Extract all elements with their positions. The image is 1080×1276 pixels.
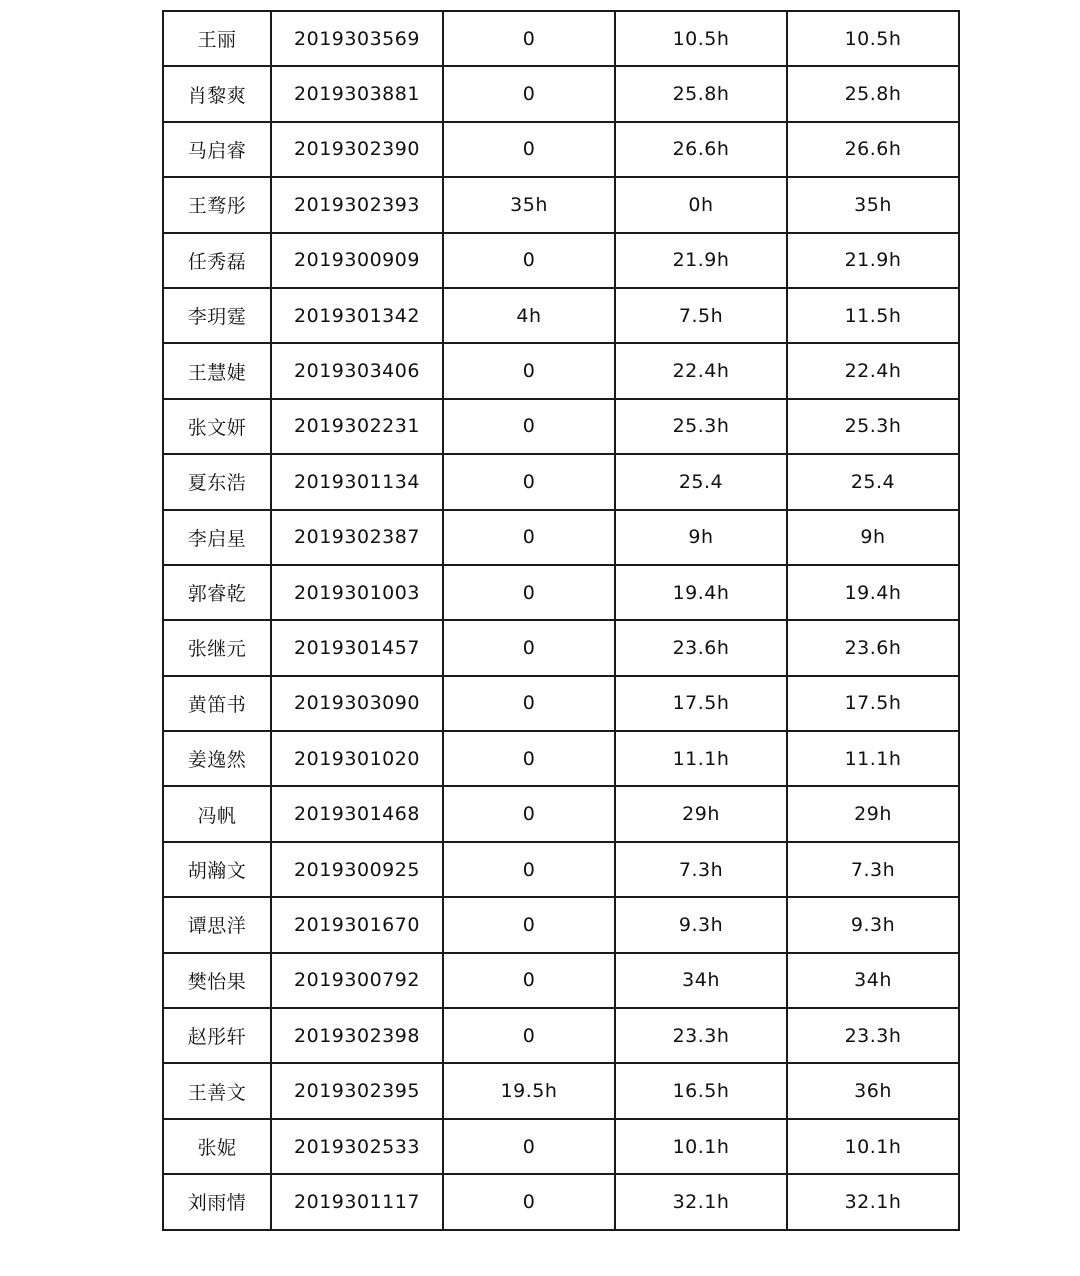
- hours-col-b-cell: 34h: [615, 953, 787, 1008]
- table-row: [163, 953, 959, 1008]
- student-name-cell: 冯帆: [163, 786, 271, 841]
- table-row: [163, 731, 959, 786]
- table-row: [163, 233, 959, 288]
- student-name-cell: 任秀磊: [163, 233, 271, 288]
- student-id-cell: 2019303090: [271, 676, 443, 731]
- student-name-cell: 黄笛书: [163, 676, 271, 731]
- total-hours-cell: 36h: [787, 1063, 959, 1118]
- total-hours-cell: 25.8h: [787, 66, 959, 121]
- hours-col-a-cell: 0: [443, 11, 615, 66]
- hours-col-b-cell: 16.5h: [615, 1063, 787, 1118]
- student-id-cell: 2019302390: [271, 122, 443, 177]
- table-row: [163, 676, 959, 731]
- table-row: [163, 343, 959, 398]
- student-id-cell: 2019301117: [271, 1174, 443, 1229]
- student-id-cell: 2019301003: [271, 565, 443, 620]
- student-name-cell: 姜逸然: [163, 731, 271, 786]
- hours-col-b-cell: 23.3h: [615, 1008, 787, 1063]
- hours-col-b-cell: 25.3h: [615, 399, 787, 454]
- student-name-cell: 郭睿乾: [163, 565, 271, 620]
- hours-col-a-cell: 0: [443, 565, 615, 620]
- total-hours-cell: 9h: [787, 510, 959, 565]
- total-hours-cell: 7.3h: [787, 842, 959, 897]
- hours-col-a-cell: 0: [443, 66, 615, 121]
- table-row: [163, 565, 959, 620]
- hours-col-b-cell: 29h: [615, 786, 787, 841]
- student-id-cell: 2019300792: [271, 953, 443, 1008]
- table-row: [163, 620, 959, 675]
- table-row: [163, 1119, 959, 1174]
- total-hours-cell: 23.3h: [787, 1008, 959, 1063]
- hours-col-a-cell: 0: [443, 786, 615, 841]
- hours-table: [162, 10, 960, 1231]
- table-row: [163, 1174, 959, 1229]
- hours-col-a-cell: 0: [443, 399, 615, 454]
- student-name-cell: 王骛彤: [163, 177, 271, 232]
- table-row: [163, 842, 959, 897]
- total-hours-cell: 22.4h: [787, 343, 959, 398]
- hours-col-a-cell: 0: [443, 233, 615, 288]
- table-row: [163, 454, 959, 509]
- hours-col-b-cell: 19.4h: [615, 565, 787, 620]
- table-row: [163, 288, 959, 343]
- student-id-cell: 2019301020: [271, 731, 443, 786]
- total-hours-cell: 17.5h: [787, 676, 959, 731]
- hours-col-a-cell: 0: [443, 1119, 615, 1174]
- student-name-cell: 樊怡果: [163, 953, 271, 1008]
- hours-col-a-cell: 0: [443, 731, 615, 786]
- total-hours-cell: 29h: [787, 786, 959, 841]
- hours-col-a-cell: 35h: [443, 177, 615, 232]
- total-hours-cell: 25.4: [787, 454, 959, 509]
- student-id-cell: 2019300925: [271, 842, 443, 897]
- hours-col-a-cell: 0: [443, 1174, 615, 1229]
- table-row: [163, 786, 959, 841]
- student-name-cell: 夏东浩: [163, 454, 271, 509]
- total-hours-cell: 23.6h: [787, 620, 959, 675]
- hours-col-a-cell: 0: [443, 343, 615, 398]
- hours-col-b-cell: 9.3h: [615, 897, 787, 952]
- student-id-cell: 2019301342: [271, 288, 443, 343]
- hours-col-b-cell: 25.4: [615, 454, 787, 509]
- total-hours-cell: 34h: [787, 953, 959, 1008]
- hours-col-a-cell: 4h: [443, 288, 615, 343]
- table-row: [163, 510, 959, 565]
- hours-col-a-cell: 0: [443, 510, 615, 565]
- total-hours-cell: 26.6h: [787, 122, 959, 177]
- student-id-cell: 2019302398: [271, 1008, 443, 1063]
- hours-col-a-cell: 0: [443, 454, 615, 509]
- student-id-cell: 2019300909: [271, 233, 443, 288]
- student-id-cell: 2019301457: [271, 620, 443, 675]
- hours-col-a-cell: 0: [443, 897, 615, 952]
- student-name-cell: 胡瀚文: [163, 842, 271, 897]
- student-id-cell: 2019302393: [271, 177, 443, 232]
- student-id-cell: 2019301134: [271, 454, 443, 509]
- hours-col-b-cell: 23.6h: [615, 620, 787, 675]
- table-row: [163, 11, 959, 66]
- total-hours-cell: 25.3h: [787, 399, 959, 454]
- total-hours-cell: 9.3h: [787, 897, 959, 952]
- total-hours-cell: 19.4h: [787, 565, 959, 620]
- hours-col-b-cell: 10.5h: [615, 11, 787, 66]
- hours-col-b-cell: 7.5h: [615, 288, 787, 343]
- student-id-cell: 2019303569: [271, 11, 443, 66]
- total-hours-cell: 35h: [787, 177, 959, 232]
- student-id-cell: 2019302231: [271, 399, 443, 454]
- table-row: [163, 66, 959, 121]
- table-row: [163, 399, 959, 454]
- table-row: [163, 122, 959, 177]
- hours-col-b-cell: 32.1h: [615, 1174, 787, 1229]
- hours-col-a-cell: 0: [443, 953, 615, 1008]
- hours-col-b-cell: 26.6h: [615, 122, 787, 177]
- table-row: [163, 1063, 959, 1118]
- hours-col-a-cell: 19.5h: [443, 1063, 615, 1118]
- hours-col-b-cell: 22.4h: [615, 343, 787, 398]
- student-name-cell: 王善文: [163, 1063, 271, 1118]
- student-id-cell: 2019303881: [271, 66, 443, 121]
- student-name-cell: 刘雨情: [163, 1174, 271, 1229]
- student-name-cell: 谭思洋: [163, 897, 271, 952]
- hours-col-a-cell: 0: [443, 1008, 615, 1063]
- hours-col-a-cell: 0: [443, 676, 615, 731]
- student-name-cell: 王慧婕: [163, 343, 271, 398]
- table-row: [163, 1008, 959, 1063]
- total-hours-cell: 10.1h: [787, 1119, 959, 1174]
- hours-col-b-cell: 21.9h: [615, 233, 787, 288]
- student-id-cell: 2019302395: [271, 1063, 443, 1118]
- hours-col-b-cell: 7.3h: [615, 842, 787, 897]
- total-hours-cell: 32.1h: [787, 1174, 959, 1229]
- student-name-cell: 李玥霆: [163, 288, 271, 343]
- table-row: [163, 897, 959, 952]
- hours-col-b-cell: 25.8h: [615, 66, 787, 121]
- student-id-cell: 2019303406: [271, 343, 443, 398]
- hours-col-b-cell: 9h: [615, 510, 787, 565]
- student-name-cell: 张继元: [163, 620, 271, 675]
- hours-col-a-cell: 0: [443, 842, 615, 897]
- total-hours-cell: 10.5h: [787, 11, 959, 66]
- student-id-cell: 2019301670: [271, 897, 443, 952]
- student-id-cell: 2019302533: [271, 1119, 443, 1174]
- hours-col-b-cell: 17.5h: [615, 676, 787, 731]
- hours-col-b-cell: 11.1h: [615, 731, 787, 786]
- total-hours-cell: 11.1h: [787, 731, 959, 786]
- student-name-cell: 李启星: [163, 510, 271, 565]
- hours-col-a-cell: 0: [443, 122, 615, 177]
- student-id-cell: 2019302387: [271, 510, 443, 565]
- table-row: [163, 177, 959, 232]
- total-hours-cell: 21.9h: [787, 233, 959, 288]
- total-hours-cell: 11.5h: [787, 288, 959, 343]
- hours-col-b-cell: 10.1h: [615, 1119, 787, 1174]
- hours-col-a-cell: 0: [443, 620, 615, 675]
- student-name-cell: 赵彤轩: [163, 1008, 271, 1063]
- hours-col-b-cell: 0h: [615, 177, 787, 232]
- student-name-cell: 马启睿: [163, 122, 271, 177]
- student-name-cell: 张文妍: [163, 399, 271, 454]
- table-body: [163, 11, 959, 1230]
- student-name-cell: 肖黎爽: [163, 66, 271, 121]
- student-id-cell: 2019301468: [271, 786, 443, 841]
- student-name-cell: 张妮: [163, 1119, 271, 1174]
- student-name-cell: 王丽: [163, 11, 271, 66]
